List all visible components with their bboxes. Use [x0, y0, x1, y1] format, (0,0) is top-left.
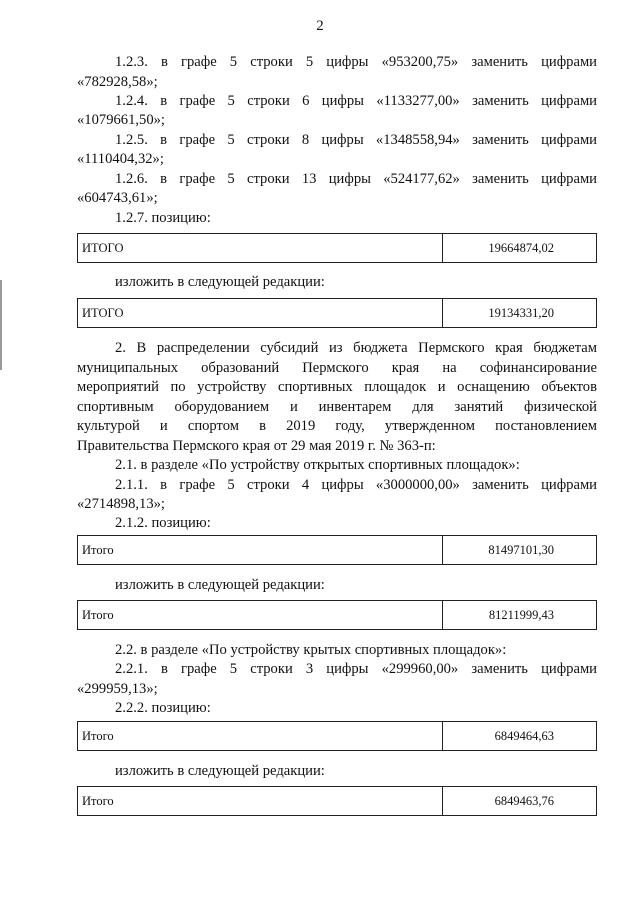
paragraph-2-line4: спортивным оборудованием и инвентарем для занятий физической — [77, 399, 597, 415]
paragraph-2-line5: культурой и спортом в 2019 году, утвержденном постановлением — [77, 418, 597, 434]
total-table-new-2 — [77, 600, 597, 630]
total-value-cell — [443, 787, 596, 815]
paragraph-2-line2: муниципальных образований Пермского края на софинансирование — [77, 360, 597, 376]
total-label: Итого — [82, 542, 114, 557]
paragraph-1-2-3-line2: «782928,58»; — [77, 74, 158, 90]
page-number: 2 — [316, 18, 324, 34]
total-label-cell — [78, 234, 443, 262]
total-value: 81497101,30 — [488, 542, 554, 557]
paragraph-1-2-6-line2: «604743,61»; — [77, 190, 158, 206]
paragraph-2-line1: 2. В распределении субсидий из бюджета Пермского края бюджетам — [115, 340, 597, 356]
total-label: Итого — [82, 793, 114, 808]
total-value-cell — [443, 722, 596, 750]
total-value-cell — [443, 299, 596, 327]
paragraph-2-2-1-line1: 2.2.1. в графе 5 строки 3 цифры «299960,00» заменить цифрами — [115, 661, 597, 677]
total-label-cell — [78, 536, 443, 564]
paragraph-2-1: 2.1. в разделе «По устройству открытых спортивных площадок»: — [115, 457, 520, 473]
total-label-cell — [78, 787, 443, 815]
total-value: 6849464,63 — [494, 728, 554, 743]
total-table-old-3 — [77, 721, 597, 751]
total-value-cell — [443, 234, 596, 262]
total-table-old-2 — [77, 535, 597, 565]
paragraph-1-2-5-line1: 1.2.5. в графе 5 строки 8 цифры «1348558,94» заменить цифрами — [115, 132, 597, 148]
total-value: 81211999,43 — [488, 607, 554, 622]
total-label: ИТОГО — [82, 240, 124, 255]
paragraph-1-2-6-line1: 1.2.6. в графе 5 строки 13 цифры «524177,62» заменить цифрами — [115, 171, 597, 187]
total-label: Итого — [82, 728, 114, 743]
paragraph-2-1-1-line2: «2714898,13»; — [77, 496, 165, 512]
paragraph-1-2-7: 1.2.7. позицию: — [115, 210, 211, 226]
total-value-cell — [443, 536, 596, 564]
paragraph-2-line6: Правительства Пермского края от 29 мая 2019 г. № 363-п: — [77, 438, 436, 454]
paragraph-2-2-2: 2.2.2. позицию: — [115, 700, 211, 716]
paragraph-izlozhit-3: изложить в следующей редакции: — [115, 763, 325, 779]
total-label: Итого — [82, 607, 114, 622]
paragraph-2-line3: мероприятий по устройству спортивных площадок и оснащению объектов — [77, 379, 597, 395]
paragraph-1-2-4-line1: 1.2.4. в графе 5 строки 6 цифры «1133277,00» заменить цифрами — [115, 93, 597, 109]
paragraph-izlozhit-1: изложить в следующей редакции: — [115, 274, 325, 290]
total-table-old-1 — [77, 233, 597, 263]
paragraph-1-2-3-line1: 1.2.3. в графе 5 строки 5 цифры «953200,75» заменить цифрами — [115, 54, 597, 70]
paragraph-2-2-1-line2: «299959,13»; — [77, 681, 158, 697]
paragraph-izlozhit-2: изложить в следующей редакции: — [115, 577, 325, 593]
paragraph-2-1-1-line1: 2.1.1. в графе 5 строки 4 цифры «3000000,00» заменить цифрами — [115, 477, 597, 493]
total-label-cell — [78, 299, 443, 327]
total-table-new-3 — [77, 786, 597, 816]
scan-edge-mark — [0, 280, 2, 370]
total-value-cell — [443, 601, 596, 629]
total-label-cell — [78, 601, 443, 629]
total-label-cell — [78, 722, 443, 750]
paragraph-1-2-5-line2: «1110404,32»; — [77, 151, 164, 167]
total-table-new-1 — [77, 298, 597, 328]
paragraph-1-2-4-line2: «1079661,50»; — [77, 112, 165, 128]
total-value: 6849463,76 — [494, 793, 554, 808]
total-value: 19134331,20 — [488, 305, 554, 320]
total-value: 19664874,02 — [488, 240, 554, 255]
paragraph-2-1-2: 2.1.2. позицию: — [115, 515, 211, 531]
total-label: ИТОГО — [82, 305, 124, 320]
paragraph-2-2: 2.2. в разделе «По устройству крытых спортивных площадок»: — [115, 642, 507, 658]
